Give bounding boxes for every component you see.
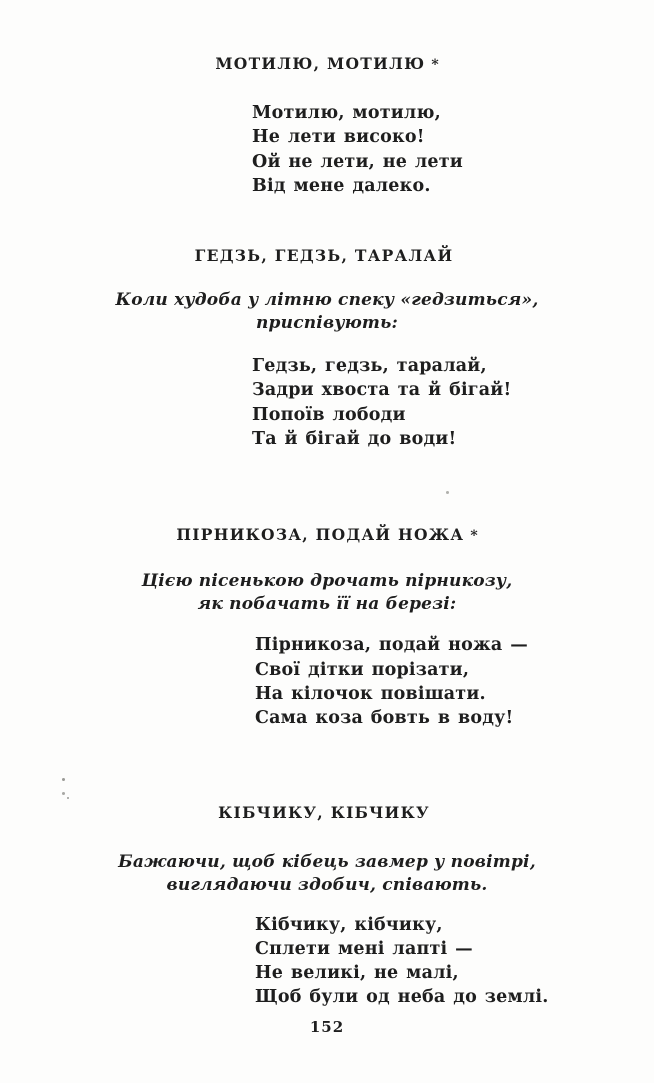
song-title-text: ГЕДЗЬ, ГЕДЗЬ, ТАРАЛАЙ [194,246,454,266]
verse-line: Кібчику, кібчику, [255,914,443,935]
song-title-text: МОТИЛЮ, МОТИЛЮ [215,54,426,73]
verse-line: Не великі, не малі, [255,963,459,984]
scan-artifact [67,797,69,799]
intro-line: Коли худоба у літню спеку «гедзиться», [115,290,539,311]
verse-line: Попоїв лободи [252,404,406,425]
verse [255,913,654,1010]
song-title [0,525,654,546]
intro-line: приспівують: [255,313,398,334]
song-pirnykoza [0,525,654,730]
verse-line: Задри хвоста та й бігай! [252,380,512,401]
song-motyliu [0,54,654,198]
verse-line: Пірникоза, подай ножа — [255,635,528,656]
song-intro [0,851,654,897]
verse [255,633,654,730]
intro-line: Бажаючи, щоб кібець завмер у повітрі, [118,851,536,872]
song-intro [0,289,654,335]
footnote-asterisk: * [431,57,439,73]
scan-artifact [62,778,65,781]
song-hedz [0,246,654,451]
song-title-text: ПІРНИКОЗА, ПОДАЙ НОЖА [176,525,465,545]
scan-artifact [446,491,449,494]
verse-line: На кілочок повішати. [255,683,486,704]
verse-line: Гедзь, гедзь, таралай, [252,356,487,377]
intro-line: як побачать її на березі: [197,594,457,615]
footnote-asterisk: * [470,528,478,545]
intro-line: виглядаючи здобич, співають. [166,874,488,895]
song-title [0,246,654,267]
verse-line: Та й бігай до води! [252,429,457,450]
intro-line: Цією пісенькою дрочать пірникозу, [141,571,513,592]
verse-line: Не лети високо! [252,127,425,148]
song-title-text: КІБЧИКУ, КІБЧИКУ [218,802,430,822]
verse-line: Сплети мені лапті — [255,938,473,959]
verse-line: Ой не лети, не лети [252,151,463,172]
verse-line: Мотилю, мотилю, [252,103,441,123]
song-kibchyku [0,803,654,1010]
verse [252,354,654,451]
verse-line: Свої дітки порізати, [255,659,470,680]
verse-line: Сама коза бовть в воду! [255,708,514,729]
song-title [0,54,654,75]
verse-line: Від мене далеко. [252,175,431,196]
verse [252,101,654,198]
verse-line: Щоб були од неба до землі. [255,987,549,1008]
song-intro [0,570,654,616]
page-number: 152 [309,1017,345,1036]
song-title [0,803,654,824]
